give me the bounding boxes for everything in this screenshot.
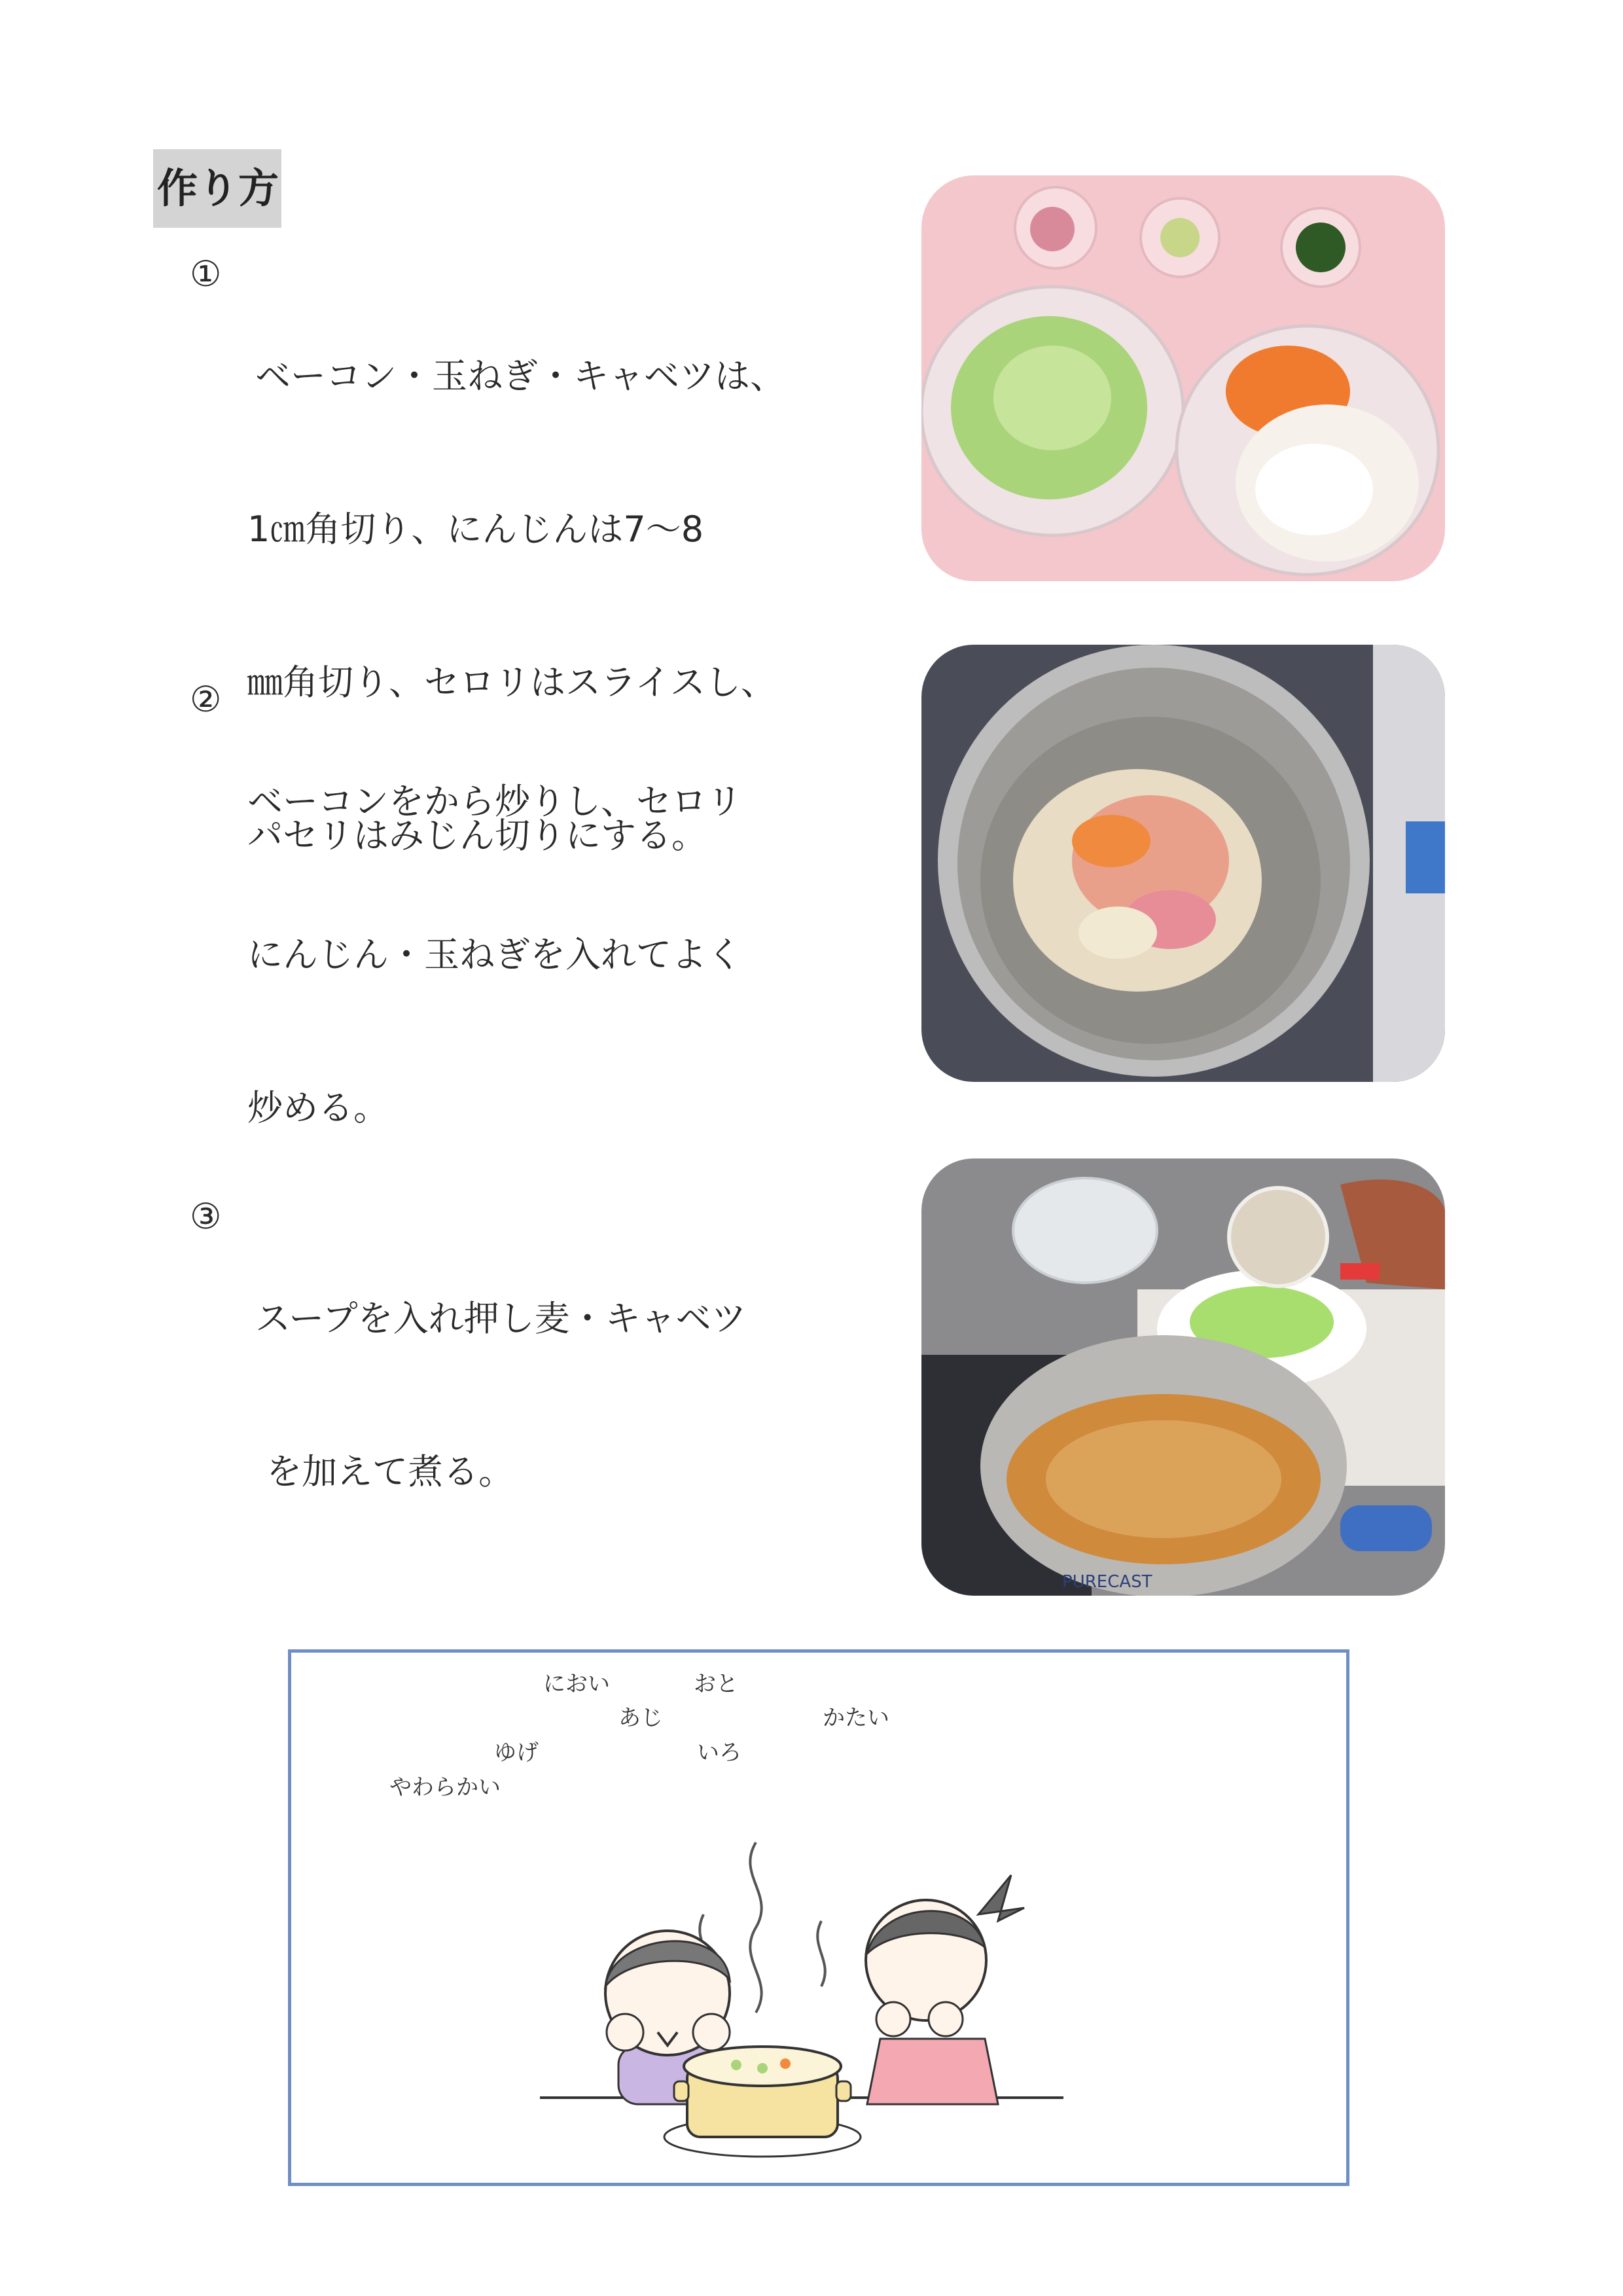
word-soft: やわらかい (389, 1774, 501, 1801)
sauteing-pot-photo (921, 645, 1445, 1082)
pot-brand-label: PURECAST (1062, 1572, 1152, 1592)
illustration-box (288, 1649, 1349, 2186)
step-1-line-2: 1㎝角切り、にんじんは7～8 (247, 509, 704, 550)
chopped-vegetables-photo (921, 175, 1445, 581)
step-3-line-2: を加えて煮る。 (255, 1451, 514, 1492)
step-1-line-1: ベーコン・玉ねぎ・キャベツは、 (255, 355, 785, 397)
word-hard: かたい (823, 1705, 889, 1731)
children-smelling-soup-illustration (540, 1823, 1103, 2163)
section-heading: 作り方 (153, 149, 281, 228)
word-taste: あじ (618, 1705, 663, 1731)
step-2-line-2: にんじん・玉ねぎを入れてよく (247, 934, 742, 975)
word-color: いろ (697, 1740, 741, 1766)
step-2-number: ② (190, 679, 222, 720)
word-sound: おと (694, 1671, 738, 1697)
adding-barley-photo (921, 1158, 1445, 1596)
step-1-line-4: パセリはみじん切りにする。 (247, 815, 707, 856)
step-1-line-3: ㎜角切り、セロリはスライスし、 (247, 662, 776, 703)
word-steam: ゆげ (494, 1740, 539, 1766)
step-1-number: ① (190, 253, 222, 295)
step-2-line-3: 炒める。 (247, 1087, 389, 1128)
step-3-line-1: スープを入れ押し麦・キャベツ (255, 1298, 747, 1339)
step-2-line-1: ベーコンをから炒りし、セロリ (247, 781, 742, 822)
word-smell: におい (543, 1671, 610, 1697)
step-3-number: ③ (190, 1196, 222, 1237)
